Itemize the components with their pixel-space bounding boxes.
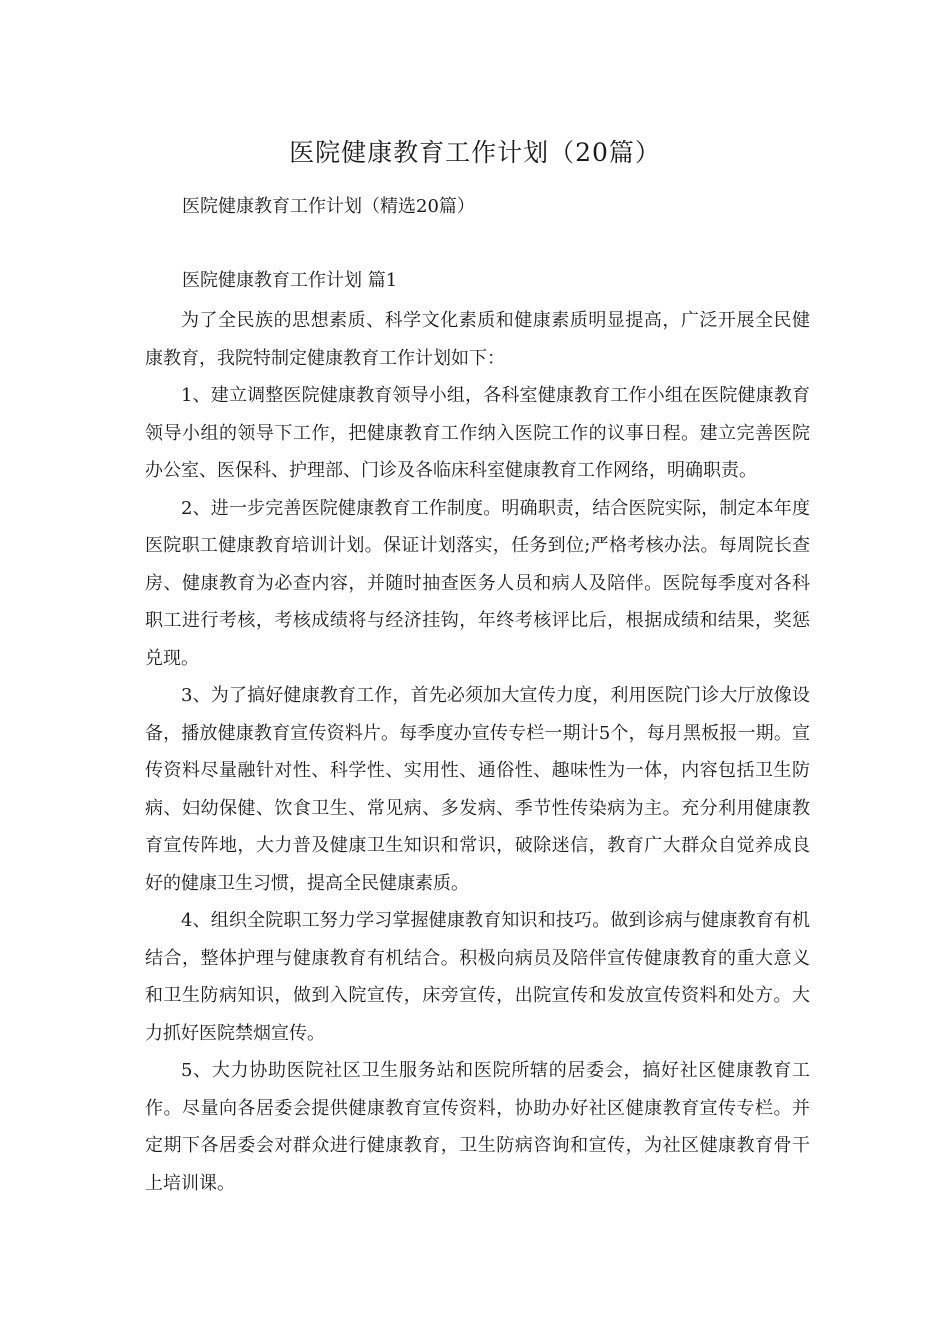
intro-paragraph: 为了全民族的思想素质、科学文化素质和健康素质明显提高，广泛开展全民健康教育，我院特制定健康教育工作计划如下： bbox=[145, 310, 810, 369]
document-title: 医院健康教育工作计划（20篇） bbox=[289, 138, 661, 167]
document-body bbox=[145, 302, 810, 1202]
item-paragraph-5: 5、大力协助医院社区卫生服务站和医院所辖的居委会，搞好社区健康教育工作。尽量向各居委会提供健康教育宣传资料，协助办好社区健康教育宣传专栏。并定期下各居委会对群众进行健康教育，卫生防病咨询和宣传，为社区健康教育骨干上培训课。 bbox=[145, 1060, 810, 1194]
document-subtitle: 医院健康教育工作计划（精选20篇） bbox=[182, 196, 475, 217]
item-paragraph-3: 3、为了搞好健康教育工作，首先必须加大宣传力度，利用医院门诊大厅放像设备，播放健康教育宣传资料片。每季度办宣传专栏一期计5个，每月黑板报一期。宣传资料尽量融针对性、科学性、实用性、通俗性、趣味性为一体，内容包括卫生防病、妇幼保健、饮食卫生、常见病、多发病、季节性传染病为主。充分利用健康教育宣传阵地，大力普及健康卫生知识和常识，破除迷信，教育广大群众自觉养成良好的健康卫生习惯，提高全民健康素质。 bbox=[145, 685, 810, 894]
section-heading: 医院健康教育工作计划 篇1 bbox=[182, 270, 398, 291]
item-paragraph-1: 1、建立调整医院健康教育领导小组，各科室健康教育工作小组在医院健康教育领导小组的领导下工作，把健康教育工作纳入医院工作的议事日程。建立完善医院办公室、医保科、护理部、门诊及各临床科室健康教育工作网络，明确职责。 bbox=[145, 385, 810, 481]
item-paragraph-4: 4、组织全院职工努力学习掌握健康教育知识和技巧。做到诊病与健康教育有机结合，整体护理与健康教育有机结合。积极向病员及陪伴宣传健康教育的重大意义和卫生防病知识，做到入院宣传，床旁宣传，出院宣传和发放宣传资料和处方。大力抓好医院禁烟宣传。 bbox=[145, 910, 810, 1044]
item-paragraph-2: 2、进一步完善医院健康教育工作制度。明确职责，结合医院实际，制定本年度医院职工健康教育培训计划。保证计划落实，任务到位;严格考核办法。每周院长查房、健康教育为必查内容，并随时抽查医务人员和病人及陪伴。医院每季度对各科职工进行考核，考核成绩将与经济挂钩，年终考核评比后，根据成绩和结果，奖惩兑现。 bbox=[145, 497, 810, 669]
